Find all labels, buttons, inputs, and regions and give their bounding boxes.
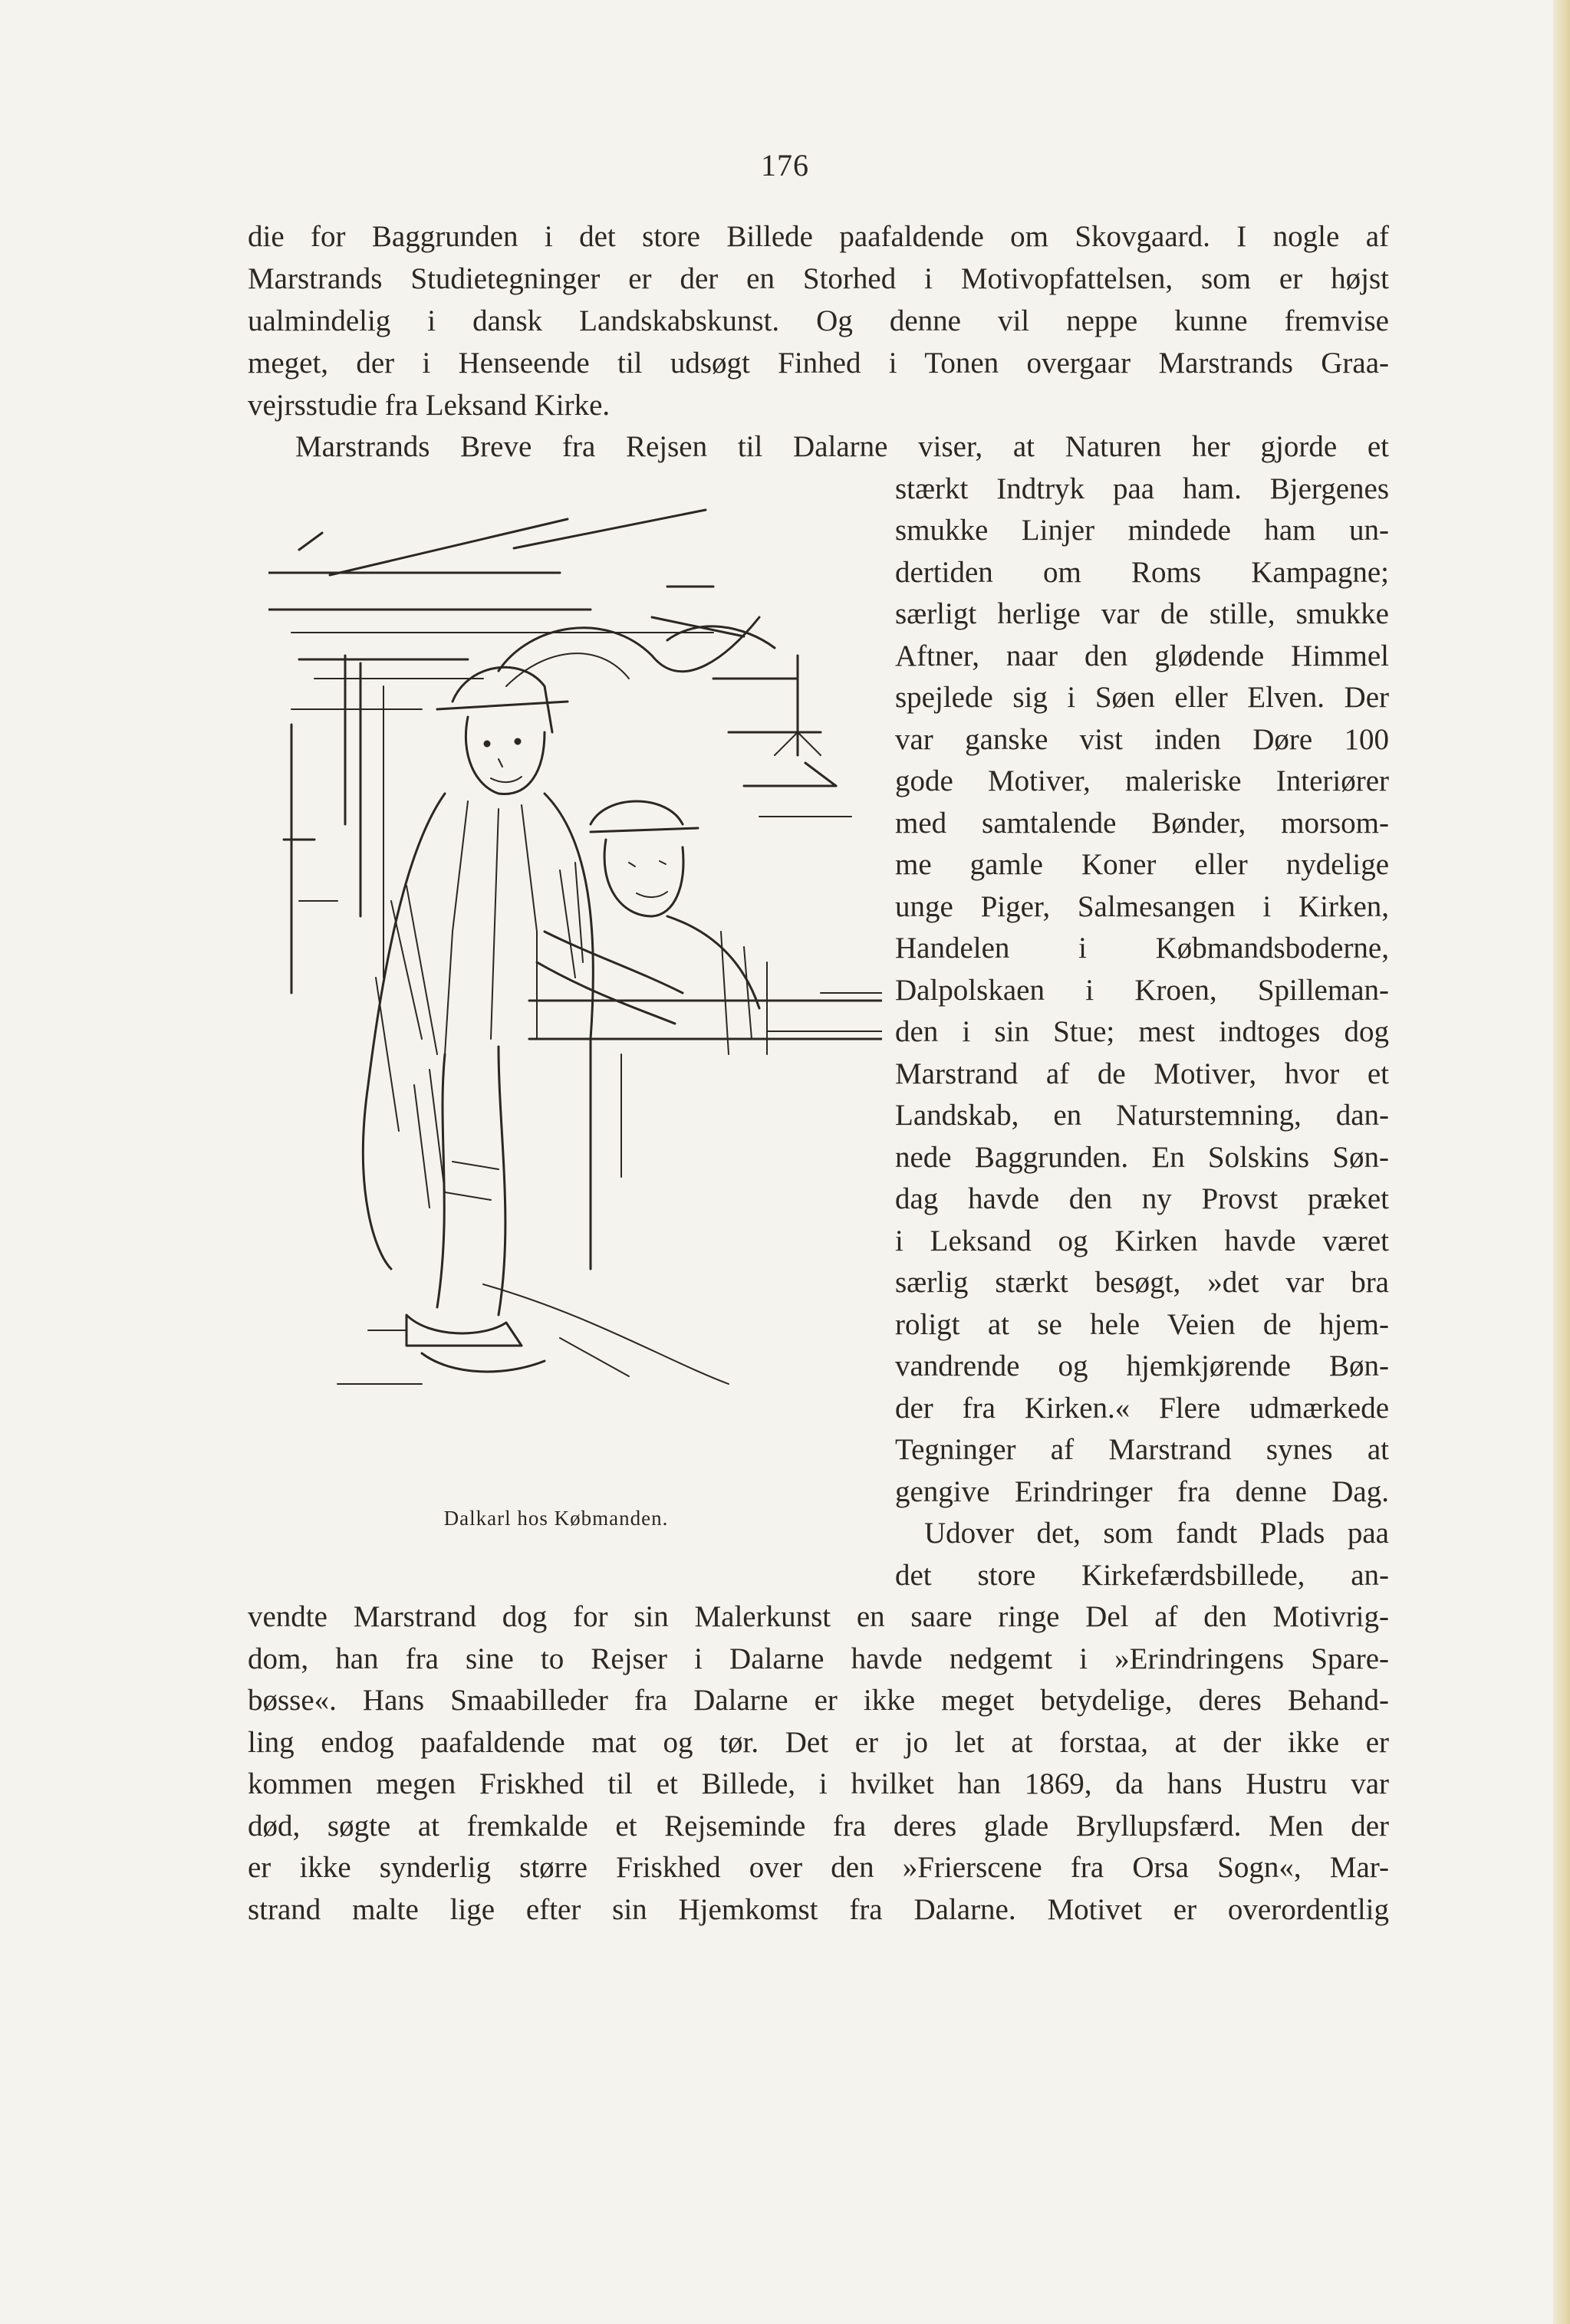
- text-line: unge Piger, Salmesangen i Kirken,: [895, 890, 1389, 923]
- text-line: strand malte lige efter sin Hjemkomst fra Dalarne. Motivet er overordentlig: [248, 1893, 1389, 1926]
- text-line: den i sin Stue; mest indtoges dog: [895, 1015, 1389, 1048]
- text-line: med samtalende Bønder, morsom-: [895, 807, 1389, 840]
- text-line: død, søgte at fremkalde et Rejseminde fra deres glade Bryllupsfærd. Men der: [248, 1810, 1389, 1842]
- text-line: smukke Linjer mindede ham un-: [895, 514, 1389, 547]
- illustration-dalkarl: [268, 502, 882, 1499]
- text-line: Marstrands Studietegninger er der en Storhed i Motivopfattelsen, som er højst: [248, 262, 1389, 295]
- text-line: vejrsstudie fra Leksand Kirke.: [248, 389, 611, 422]
- text-line: vendte Marstrand dog for sin Malerkunst en saare ringe Del af den Motivrig-: [248, 1600, 1389, 1633]
- text-line: bøsse«. Hans Smaabilleder fra Dalarne er ikke meget betydelige, deres Behand-: [248, 1684, 1389, 1717]
- text-line: ualmindelig i dansk Landskabskunst. Og denne vil neppe kunne fremvise: [248, 304, 1389, 337]
- text-line: Udover det, som fandt Plads paa: [924, 1517, 1389, 1550]
- text-line: dag havde den ny Provst præket: [895, 1182, 1389, 1215]
- text-line: Handelen i Købmandsboderne,: [895, 932, 1389, 965]
- text-line: dertiden om Roms Kampagne;: [895, 556, 1389, 589]
- text-line: er ikke synderlig større Friskhed over den »Frierscene fra Orsa Sogn«, Mar-: [248, 1851, 1389, 1884]
- text-line: ling endog paafaldende mat og tør. Det er jo let at forstaa, at der ikke er: [248, 1726, 1389, 1759]
- text-line: gengive Erindringer fra denne Dag.: [895, 1475, 1389, 1508]
- text-line: det store Kirkefærdsbillede, an-: [895, 1559, 1389, 1592]
- text-line: dom, han fra sine to Rejser i Dalarne havde nedgemt i »Erindringens Spare-: [248, 1642, 1389, 1675]
- figure-caption: Dalkarl hos Købmanden.: [443, 1507, 669, 1530]
- text-line: stærkt Indtryk paa ham. Bjergenes: [895, 472, 1389, 505]
- text-line: spejlede sig i Søen eller Elven. Der: [895, 681, 1389, 714]
- text-line: var ganske vist inden Døre 100: [895, 723, 1389, 756]
- text-line: der fra Kirken.« Flere udmærkede: [895, 1392, 1389, 1425]
- page-number: 176: [761, 148, 809, 182]
- text-line: gode Motiver, maleriske Interiører: [895, 764, 1389, 797]
- text-line: Marstrands Breve fra Rejsen til Dalarne viser, at Naturen her gjorde et: [295, 430, 1389, 463]
- text-line: særligt herlige var de stille, smukke: [895, 597, 1389, 630]
- text-line: vandrende og hjemkjørende Bøn-: [895, 1349, 1389, 1382]
- text-line: die for Baggrunden i det store Billede paafaldende om Skovgaard. I nogle af: [248, 220, 1389, 253]
- text-line: i Leksand og Kirken havde været: [895, 1224, 1389, 1257]
- text-line: Aftner, naar den glødende Himmel: [895, 639, 1389, 672]
- text-line: særlig stærkt besøgt, »det var bra: [895, 1266, 1389, 1299]
- text-line: meget, der i Henseende til udsøgt Finhed i Tonen overgaar Marstrands Graa-: [248, 347, 1389, 380]
- text-line: Dalpolskaen i Kroen, Spilleman-: [895, 974, 1389, 1007]
- text-line: Landskab, en Naturstemning, dan-: [895, 1099, 1389, 1132]
- text-line: Tegninger af Marstrand synes at: [895, 1433, 1389, 1466]
- text-line: Marstrand af de Motiver, hvor et: [895, 1057, 1389, 1090]
- text-line: me gamle Koner eller nydelige: [895, 848, 1389, 881]
- page-edge: [1553, 0, 1570, 2324]
- text-line: kommen megen Friskhed til et Billede, i hvilket han 1869, da hans Hustru var: [248, 1767, 1389, 1800]
- text-line: roligt at se hele Veien de hjem-: [895, 1308, 1389, 1341]
- text-line: nede Baggrunden. En Solskins Søn-: [895, 1141, 1389, 1174]
